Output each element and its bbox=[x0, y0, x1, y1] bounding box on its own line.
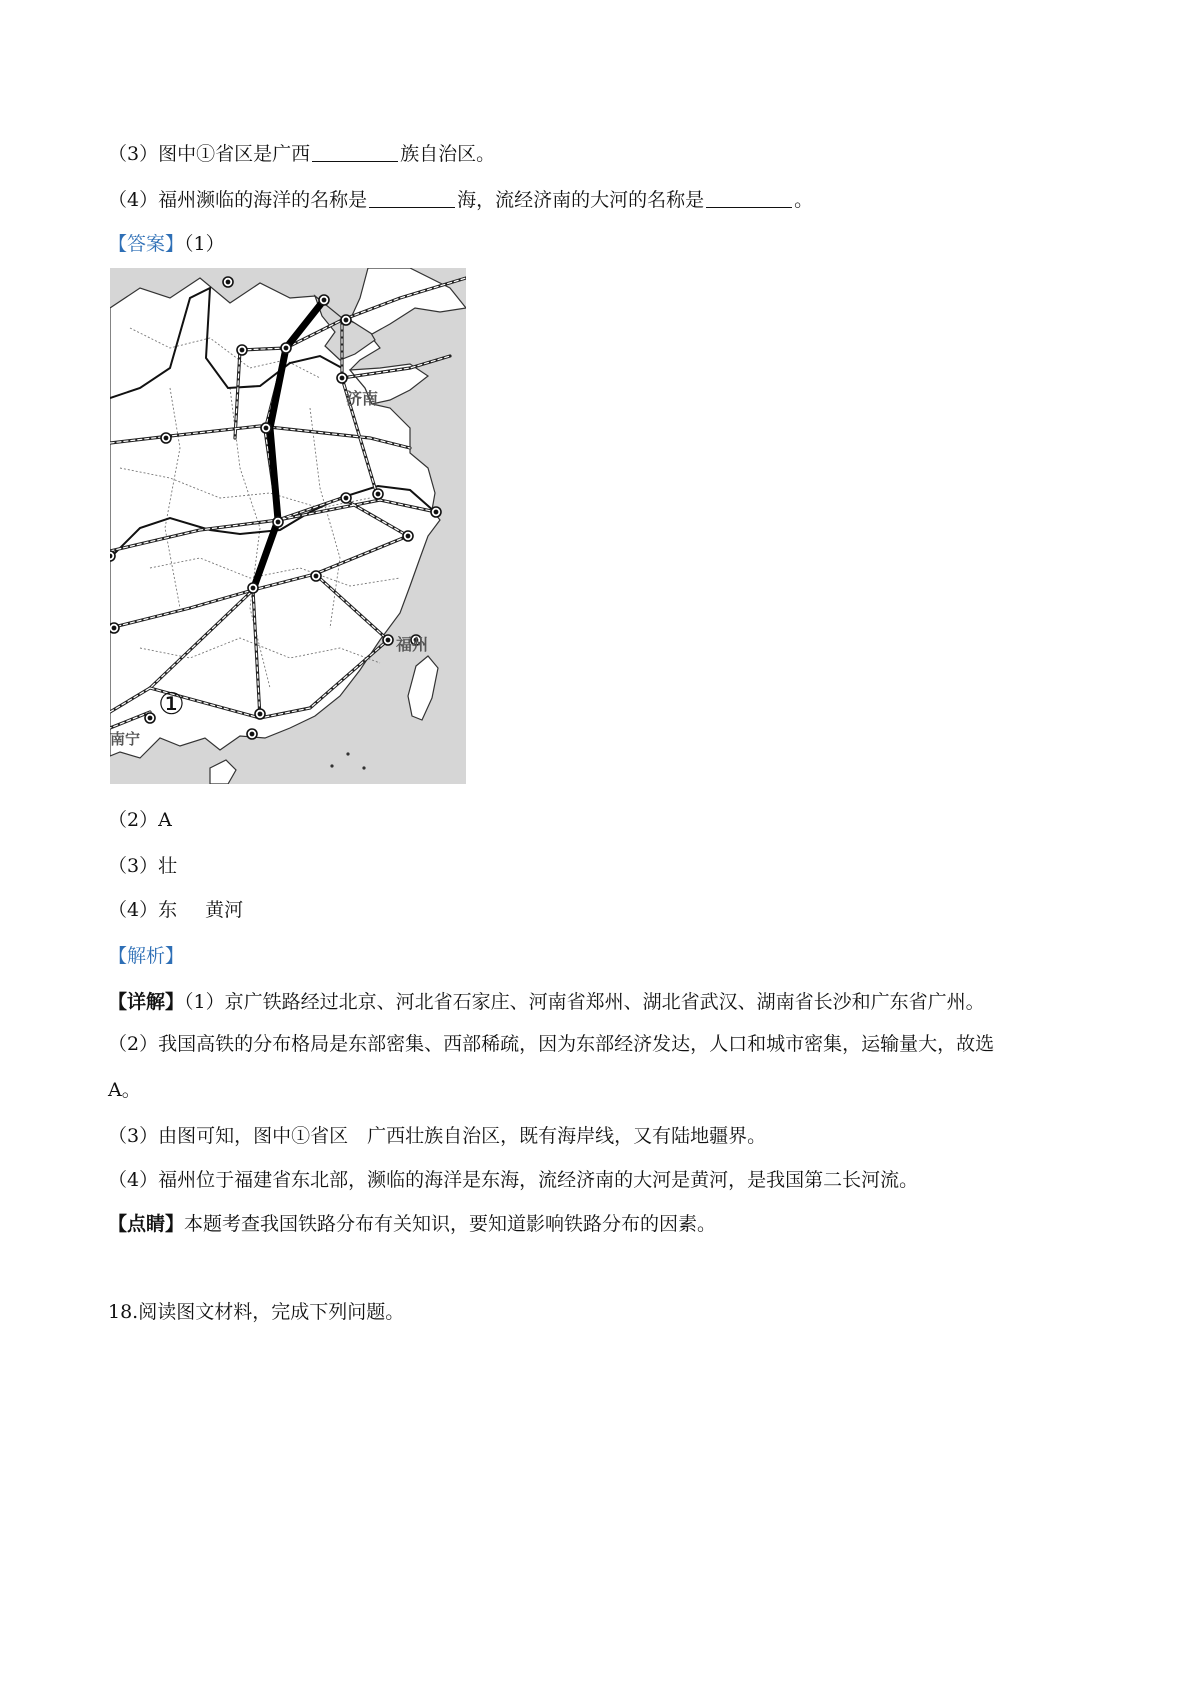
city-marker bbox=[373, 489, 383, 499]
city-marker bbox=[273, 517, 283, 527]
answer-4: （4）东 黄河 bbox=[108, 899, 244, 921]
label-jinan: 济南 bbox=[346, 389, 379, 408]
city-marker bbox=[319, 295, 329, 305]
marker-province-1: ① bbox=[158, 687, 185, 722]
city-marker bbox=[341, 493, 351, 503]
city-marker bbox=[110, 551, 115, 561]
railway-map bbox=[110, 268, 466, 784]
label-fuzhou: 福州 bbox=[396, 635, 429, 654]
detail-2-continued: A。 bbox=[108, 1079, 141, 1101]
question-3: （3）图中①省区是广西 族自治区。 bbox=[108, 143, 496, 165]
city-marker-fuzhou bbox=[383, 635, 393, 645]
answer-blank bbox=[312, 141, 398, 162]
city-marker bbox=[341, 315, 351, 325]
analysis-heading bbox=[108, 942, 184, 970]
answer-blank bbox=[706, 187, 792, 208]
answer-2: （2）A bbox=[108, 809, 172, 831]
tip: 【点睛】本题考查我国铁路分布有关知识，要知道影响铁路分布的因素。 bbox=[108, 1213, 717, 1235]
city-marker bbox=[237, 345, 247, 355]
city-marker bbox=[255, 709, 265, 719]
city-marker bbox=[311, 571, 321, 581]
detail-4: （4）福州位于福建省东北部，濒临的海洋是东海，流经济南的大河是黄河，是我国第二长河流。 bbox=[108, 1169, 919, 1191]
detail-3: （3）由图可知，图中①省区 广西壮族自治区，既有海岸线，又有陆地疆界。 bbox=[108, 1125, 767, 1147]
city-marker bbox=[431, 507, 441, 517]
detail-2: （2）我国高铁的分布格局是东部密集、西部稀疏，因为东部经济发达，人口和城市密集，运输量大，故选 bbox=[108, 1033, 995, 1055]
answer-blank bbox=[369, 187, 455, 208]
label-nanning: 南宁 bbox=[110, 730, 141, 748]
city-marker bbox=[403, 531, 413, 541]
answer-3: （3）壮 bbox=[108, 855, 178, 877]
city-marker bbox=[110, 623, 119, 633]
city-marker-jinan bbox=[337, 373, 347, 383]
city-marker bbox=[247, 729, 257, 739]
question-18: 18.阅读图文材料，完成下列问题。 bbox=[108, 1301, 405, 1323]
detail-label: 【详解】 bbox=[108, 991, 185, 1013]
city-marker bbox=[261, 423, 271, 433]
tip-label: 【点睛】 bbox=[108, 1213, 185, 1235]
city-marker bbox=[223, 277, 233, 287]
detail-1: 【详解】（1）京广铁路经过北京、河北省石家庄、河南省郑州、湖北省武汉、湖南省长沙和广东省广州。 bbox=[108, 991, 985, 1013]
analysis-label: 【解析】 bbox=[108, 945, 185, 967]
answer-label: 【答案】 bbox=[108, 233, 185, 255]
answer-heading: 【答案】（1） bbox=[108, 233, 225, 255]
city-marker bbox=[161, 433, 171, 443]
city-marker bbox=[248, 583, 258, 593]
city-marker bbox=[281, 343, 291, 353]
question-4: （4）福州濒临的海洋的名称是 海，流经济南的大河的名称是 。 bbox=[108, 189, 814, 211]
city-marker-nanning bbox=[145, 713, 155, 723]
